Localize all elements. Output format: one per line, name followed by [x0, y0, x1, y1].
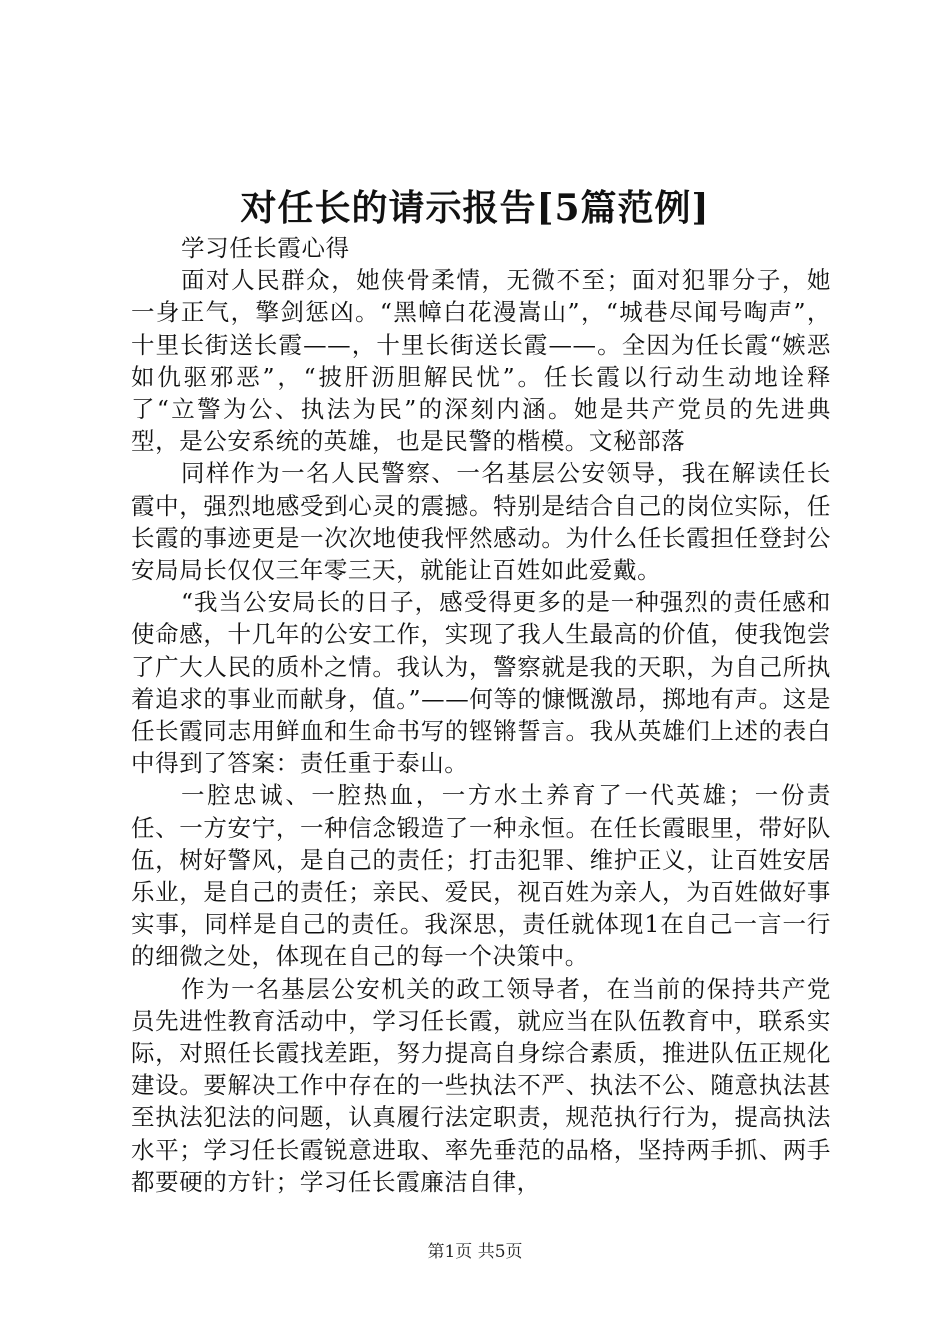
- paragraph: 一腔忠诚、一腔热血，一方水土养育了一代英雄；一份责任、一方安宁，一种信念锻造了一种永恒。在任长霞眼里，带好队伍，树好警风，是自己的责任；打击犯罪、维护正义，让百姓安居乐业，是自己的责任；亲民、爱民，视百姓为亲人，为百姓做好事实事，同样是自己的责任。我深思，责任就体现1在自己一言一行的细微之处，体现在自己的每一个决策中。: [131, 781, 831, 971]
- paragraph: 作为一名基层公安机关的政工领导者，在当前的保持共产党员先进性教育活动中，学习任长霞，就应当在队伍教育中，联系实际，对照任长霞找差距，努力提高自身综合素质，推进队伍正规化建设。要解决工作中存在的一些执法不严、执法不公、随意执法甚至执法犯法的问题，认真履行法定职责，规范执行行为，提高执法水平；学习任长霞锐意进取、率先垂范的品格，坚持两手抓、两手都要硬的方针；学习任长霞廉洁自律，: [131, 974, 831, 1196]
- document-body: [131, 232, 831, 1198]
- paragraph: 面对人民群众，她侠骨柔情，无微不至；面对犯罪分子，她一身正气，擎剑惩凶。“黑幛白花漫嵩山”，“城巷尽闻号啕声”，十里长街送长霞——，十里长街送长霞——。全因为任长霞“嫉恶如仇驱邪恶”，“披肝沥胆解民忧”。任长霞以行动生动地诠释了“立警为公、执法为民”的深刻内涵。她是共产党员的先进典型，是公安系统的英雄，也是民警的楷模。文秘部落: [131, 266, 831, 456]
- document-title: 对任长的请示报告[5篇范例]: [240, 187, 710, 229]
- section-subtitle: 学习任长霞心得: [181, 234, 350, 262]
- paragraph: 同样作为一名人民警察、一名基层公安领导，我在解读任长霞中，强烈地感受到心灵的震撼。特别是结合自己的岗位实际，任长霞的事迹更是一次次地使我怦然感动。为什么任长霞担任登封公安局局长仅仅三年零三天，就能让百姓如此爱戴。: [131, 459, 831, 585]
- page-footer: 第1页 共5页: [427, 1242, 523, 1262]
- paragraph: “我当公安局长的日子，感受得更多的是一种强烈的责任感和使命感，十几年的公安工作，实现了我人生最高的价值，使我饱尝了广大人民的质朴之情。我认为，警察就是我的天职，为自己所执着追求的事业而献身，值。”——何等的慷慨激昂，掷地有声。这是任长霞同志用鲜血和生命书写的铿锵誓言。我从英雄们上述的表白中得到了答案：责任重于泰山。: [131, 588, 831, 778]
